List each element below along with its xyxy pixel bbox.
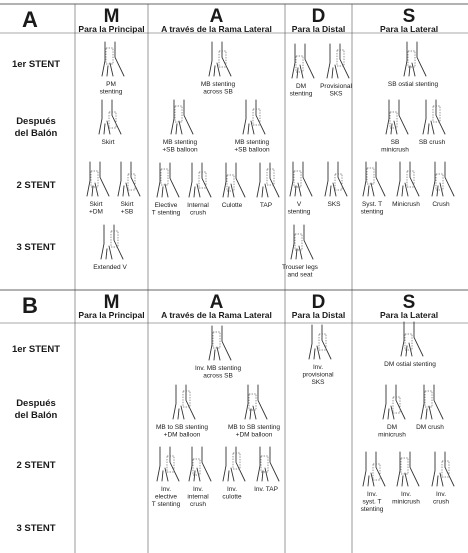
section-b: [0, 290, 468, 553]
technique-illustration: [416, 385, 444, 431]
column-subtitle: Para la Distal: [291, 310, 346, 320]
technique-illustration: [156, 385, 208, 439]
column-letter: D: [311, 292, 326, 313]
technique-caption: Skirt: [89, 201, 103, 208]
technique-illustration: [290, 44, 314, 98]
technique-illustration: [87, 162, 109, 216]
technique-caption: +DM: [89, 208, 103, 216]
technique-illustration: [320, 44, 352, 98]
technique-illustration: [99, 100, 121, 146]
technique-caption: DM crush: [416, 424, 444, 431]
technique-illustration: [118, 162, 140, 216]
technique-illustration: [152, 447, 181, 508]
technique-caption: crush: [190, 501, 206, 508]
column-subtitle: Para la Principal: [78, 310, 145, 320]
technique-caption: +DM balloon: [235, 431, 273, 439]
technique-caption: Inv.: [313, 364, 323, 371]
technique-caption: Trouser legs: [282, 264, 318, 271]
technique-illustration: [187, 447, 211, 508]
technique-caption: stenting: [287, 208, 311, 216]
technique-illustration: [325, 162, 347, 208]
technique-caption: Crush: [432, 201, 450, 208]
technique-illustration: [361, 452, 385, 513]
technique-caption: MB stenting: [234, 139, 270, 146]
column-letter: A: [209, 292, 224, 313]
technique-illustration: [361, 162, 385, 216]
column-subtitle: Para la Principal: [78, 24, 145, 34]
column-subtitle: Para la Lateral: [379, 24, 439, 34]
column-letter: S: [402, 292, 416, 313]
section-a: [0, 4, 468, 290]
technique-caption: +SB: [120, 208, 134, 216]
technique-caption: TAP: [259, 202, 273, 209]
technique-illustration: [222, 447, 245, 501]
technique-caption: +SB balloon: [234, 146, 270, 154]
technique-illustration: [378, 385, 406, 439]
technique-caption: provisional: [302, 371, 334, 379]
technique-caption: Inv.: [227, 486, 237, 493]
technique-caption: Inv.: [401, 491, 411, 498]
technique-illustration: [93, 225, 127, 271]
technique-illustration: [152, 163, 181, 217]
technique-illustration: [228, 385, 280, 439]
technique-caption: Skirt: [101, 139, 115, 146]
column-subtitle: Para la Lateral: [379, 310, 439, 320]
technique-caption: internal: [187, 493, 209, 501]
technique-illustration: [288, 162, 312, 216]
technique-caption: minicrush: [381, 146, 409, 154]
column-subtitle: A través de la Rama Lateral: [161, 310, 272, 320]
technique-caption: V: [296, 201, 302, 208]
technique-illustration: [254, 447, 279, 493]
technique-caption: Inv. TAP: [254, 486, 278, 493]
row-label: del Balón: [14, 410, 58, 421]
technique-illustration: [419, 100, 446, 146]
technique-caption: MB stenting: [162, 139, 198, 146]
technique-illustration: [234, 100, 270, 154]
technique-caption: T stenting: [151, 209, 181, 217]
technique-caption: SKS: [311, 379, 325, 386]
technique-caption: DM: [386, 424, 398, 431]
technique-caption: syst. T: [362, 498, 382, 506]
technique-caption: Inv.: [161, 486, 171, 493]
technique-caption: Inv.: [367, 491, 377, 498]
row-label: del Balón: [14, 128, 58, 139]
technique-caption: SKS: [329, 90, 343, 98]
technique-caption: minicrush: [392, 498, 420, 506]
row-label: 1er STENT: [11, 59, 61, 70]
technique-caption: and seat: [287, 271, 313, 279]
technique-illustration: [388, 42, 439, 88]
technique-illustration: [282, 225, 319, 279]
technique-caption: +DM balloon: [163, 431, 201, 439]
row-label: Después: [16, 116, 56, 127]
column-letter: D: [311, 6, 326, 27]
technique-caption: Extended V: [93, 264, 127, 271]
row-label: Después: [16, 398, 56, 409]
technique-illustration: [201, 42, 236, 96]
row-label: 3 STENT: [16, 242, 56, 253]
technique-illustration: [257, 163, 279, 209]
row-label: 1er STENT: [11, 344, 61, 355]
technique-caption: stenting: [360, 208, 384, 216]
technique-caption: SB ostial stenting: [387, 81, 439, 88]
technique-caption: Internal: [187, 202, 209, 209]
technique-illustration: [100, 42, 124, 96]
technique-illustration: [302, 325, 334, 386]
technique-caption: Inv.: [193, 486, 203, 493]
technique-caption: across SB: [203, 88, 233, 96]
technique-caption: Provisional: [320, 83, 352, 90]
technique-caption: minicrush: [378, 431, 406, 439]
technique-caption: stenting: [360, 506, 384, 513]
technique-caption: elective: [154, 493, 178, 501]
column-letter: M: [103, 292, 120, 313]
technique-illustration: [381, 100, 409, 154]
technique-illustration: [187, 163, 211, 217]
technique-caption: stenting: [289, 90, 313, 98]
technique-illustration: [195, 326, 242, 380]
technique-caption: Inv. MB stenting: [194, 365, 242, 372]
technique-caption: crush: [433, 498, 449, 506]
technique-caption: Skirt: [120, 201, 134, 208]
technique-illustration: [432, 162, 454, 208]
technique-caption: across SB: [203, 372, 233, 380]
technique-caption: crush: [190, 209, 206, 217]
technique-caption: SB: [390, 139, 400, 146]
technique-caption: DM ostial stenting: [384, 361, 436, 368]
technique-caption: T stenting: [151, 501, 181, 508]
technique-caption: Inv.: [436, 491, 446, 498]
technique-caption: stenting: [99, 88, 123, 96]
section-label: A: [22, 7, 38, 32]
technique-caption: Culotte: [221, 202, 243, 209]
technique-caption: MB stenting: [200, 81, 236, 88]
row-label: 3 STENT: [16, 523, 56, 534]
technique-illustration: [392, 452, 420, 506]
technique-illustration: [222, 163, 245, 209]
technique-caption: Elective: [154, 202, 178, 209]
technique-caption: +SB balloon: [162, 146, 198, 154]
row-label: 2 STENT: [16, 460, 56, 471]
technique-illustration: [162, 100, 198, 154]
technique-caption: Minicrush: [392, 201, 420, 208]
technique-caption: Syst. T: [361, 201, 383, 208]
technique-illustration: [392, 162, 420, 208]
technique-caption: MB to SB stenting: [155, 424, 209, 431]
technique-caption: SKS: [327, 201, 341, 208]
technique-illustration: [384, 322, 436, 368]
technique-caption: SB crush: [418, 139, 446, 146]
column-subtitle: A través de la Rama Lateral: [161, 24, 272, 34]
technique-caption: MB to SB stenting: [227, 424, 281, 431]
column-letter: M: [103, 6, 120, 27]
column-letter: A: [209, 6, 224, 27]
technique-caption: PM: [106, 81, 116, 88]
technique-caption: culotte: [222, 493, 242, 501]
column-letter: S: [402, 6, 416, 27]
row-label: 2 STENT: [16, 180, 56, 191]
section-label: B: [22, 293, 38, 318]
technique-caption: DM: [295, 83, 307, 90]
technique-illustration: [432, 452, 454, 506]
column-subtitle: Para la Distal: [291, 24, 346, 34]
